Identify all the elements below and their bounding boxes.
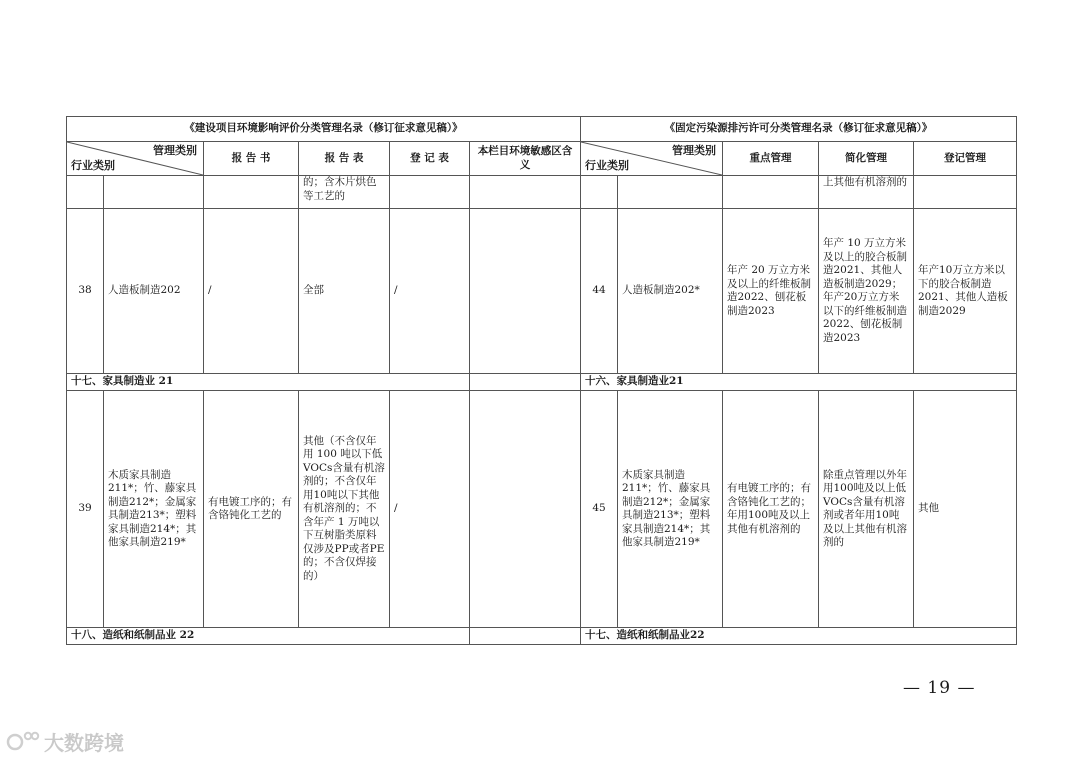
section-row (67, 374, 1017, 391)
section-heading-left: 十七、家具制造业 21 (67, 374, 470, 391)
registration-cell: / (390, 209, 470, 374)
left-category-bottom: 行业类别 (71, 158, 115, 172)
continuation-row (67, 176, 1017, 209)
row-number: 44 (581, 209, 618, 374)
page-number: — 19 — (903, 678, 976, 698)
header-sensitive-area: 本栏目环境敏感区含义 (470, 142, 581, 176)
table-row (67, 209, 1017, 374)
comparison-table (66, 116, 1017, 645)
row-number: 39 (67, 391, 104, 628)
right-category-bottom: 行业类别 (585, 158, 629, 172)
report-book-cell: 有电镀工序的；有含铬钝化工艺的 (204, 391, 299, 628)
report-form-cell: 全部 (299, 209, 390, 374)
report-book-cell: / (204, 209, 299, 374)
section-heading-left: 十八、造纸和纸制品业 22 (67, 628, 470, 645)
registration-management-cell: 其他 (914, 391, 1017, 628)
header-report-book: 报 告 书 (204, 142, 299, 176)
left-title: 《建设项目环境影响评价分类管理名录（修订征求意见稿）》 (67, 117, 581, 142)
header-registration-management: 登记管理 (914, 142, 1017, 176)
continued-simplified: 上其他有机溶剂的 (819, 176, 914, 209)
industry-cell: 人造板制造202* (618, 209, 723, 374)
left-category-header (67, 142, 204, 176)
section-heading-right: 十七、造纸和纸制品业22 (581, 628, 1017, 645)
right-title: 《固定污染源排污许可分类管理名录（修订征求意见稿）》 (581, 117, 1017, 142)
row-number: 38 (67, 209, 104, 374)
sensitive-cell (470, 209, 581, 374)
industry-cell: 木质家具制造211*；竹、藤家具制造212*；金属家具制造213*；塑料家具制造214*；其他家具制造219* (618, 391, 723, 628)
key-management-cell: 年产 20 万立方米及以上的纤维板制造2022、刨花板制造2023 (723, 209, 819, 374)
watermark-logo-icon (6, 729, 40, 753)
table-row (67, 391, 1017, 628)
sensitive-cell (470, 391, 581, 628)
header-key-management: 重点管理 (723, 142, 819, 176)
title-row (67, 117, 1017, 142)
watermark (6, 728, 124, 754)
left-category-top: 管理类别 (153, 144, 197, 157)
continued-report-form: 的；含木片烘色等工艺的 (299, 176, 390, 209)
section-heading-right: 十六、家具制造业21 (581, 374, 1017, 391)
registration-management-cell: 年产10万立方米以下的胶合板制造2021、其他人造板制造2029 (914, 209, 1017, 374)
registration-cell: / (390, 391, 470, 628)
header-simplified-management: 简化管理 (819, 142, 914, 176)
simplified-management-cell: 除重点管理以外年用100吨及以上低VOCs含量有机溶剂或者年用10吨及以上其他有机溶剂的 (819, 391, 914, 628)
report-form-cell: 其他（不含仅年用 100 吨以下低 VOCs含量有机溶剂的；不含仅年用10吨以下其他有机溶剂的；不含年产 1 万吨以下互树脂类原料仅涉及PP或者PE的；不含仅焊接的） (299, 391, 390, 628)
section-row (67, 628, 1017, 645)
industry-cell: 人造板制造202 (104, 209, 204, 374)
row-number: 45 (581, 391, 618, 628)
industry-cell: 木质家具制造211*；竹、藤家具制造212*；金属家具制造213*；塑料家具制造214*；其他家具制造219* (104, 391, 204, 628)
header-registration-form: 登 记 表 (390, 142, 470, 176)
key-management-cell: 有电镀工序的；有含铬钝化工艺的；年用100吨及以上其他有机溶剂的 (723, 391, 819, 628)
header-row (67, 142, 1017, 176)
right-category-header (581, 142, 723, 176)
simplified-management-cell: 年产 10 万立方米及以上的胶合板制造2021、其他人造板制造2029；年产20万立方米以下的纤维板制造2022、刨花板制造2023 (819, 209, 914, 374)
right-category-top: 管理类别 (672, 144, 716, 157)
watermark-text: 大数跨境 (44, 730, 124, 755)
header-report-form: 报 告 表 (299, 142, 390, 176)
